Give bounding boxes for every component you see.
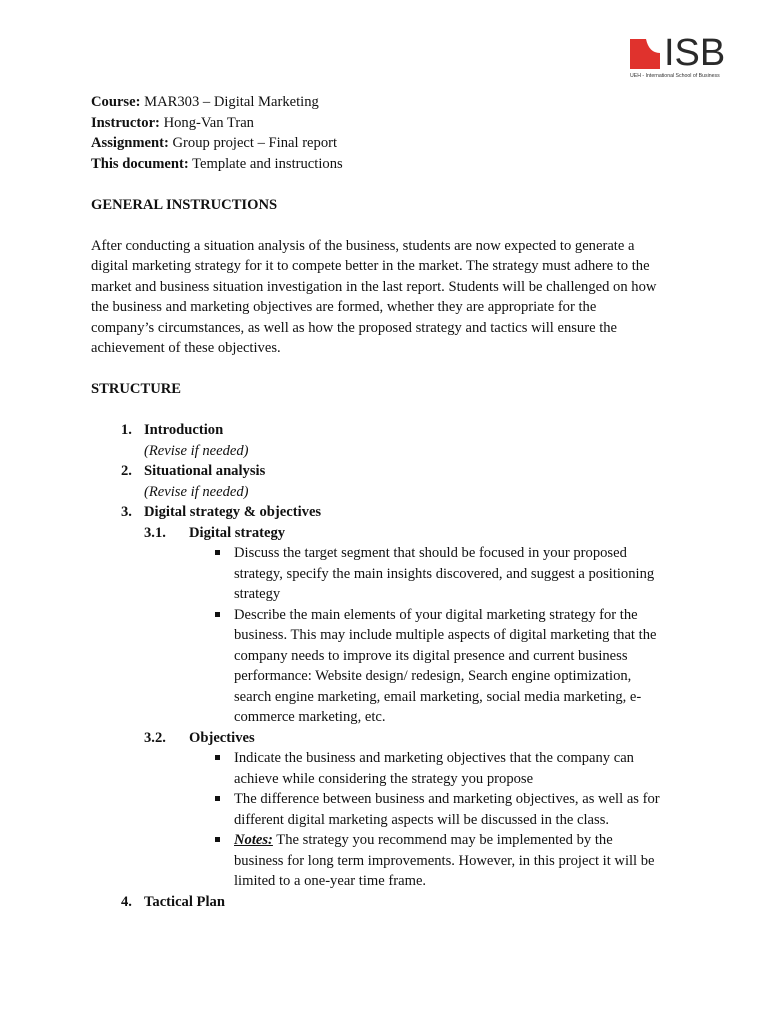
square-bullet-icon — [215, 550, 220, 555]
instructor-line: Instructor: Hong-Van Tran — [91, 114, 254, 131]
square-bullet-icon — [215, 755, 220, 760]
bullet-item: Describe the main elements of your digital marketing strategy for the business. This may include multiple aspects of digital marketing that the company needs to improve its digital presence and current business performance: Website design/ redesign, Search engine optimization, search engine marketing, email marketing, social media marketing, e- commerce marketing, etc. — [91, 605, 674, 728]
paragraph-line: achievement of these objectives. — [91, 340, 281, 356]
square-bullet-icon — [215, 612, 220, 617]
isb-logo — [630, 32, 730, 82]
section-introduction: 1. Introduction — [121, 422, 224, 438]
document-line: This document: Template and instructions — [91, 155, 343, 172]
logo-text: ISB — [664, 32, 726, 74]
structure-list — [91, 420, 691, 912]
paragraph-line: market and business situation investigation in the last report. Students will be challenged on how — [91, 278, 657, 295]
notes-bullet: Notes: The strategy you recommend may be implemented by the business for long term improvements. However, in this project it will be limited to a one-year time frame. — [91, 830, 674, 892]
section-digital-strategy-objectives: 3. Digital strategy & objectives — [121, 504, 322, 520]
bullet-item: Discuss the target segment that should be focused in your proposed strategy, specify the main insights discovered, and suggest a positioning strategy — [91, 543, 674, 605]
paragraph-line: digital marketing strategy for it to compete better in the market. The strategy must adhere to the — [91, 258, 650, 274]
structure-heading: STRUCTURE — [91, 381, 182, 397]
section-note: (Revise if needed) — [144, 483, 249, 500]
document-body — [91, 92, 691, 912]
bullet-item: The difference between business and marketing objectives, as well as for different digital marketing aspects will be discussed in the class. — [91, 789, 674, 830]
bullet-item: Indicate the business and marketing objectives that the company can achieve while considering the strategy you propose — [91, 748, 674, 789]
notes-label: Notes: — [234, 832, 273, 848]
paragraph-line: company’s circumstances, as well as how the proposed strategy and tactics will ensure the — [91, 319, 618, 336]
subsection-digital-strategy: 3.1. Digital strategy — [144, 524, 286, 541]
square-bullet-icon — [215, 796, 220, 801]
paragraph-line: the business and marketing objectives are formed, whether they are appropriate for the — [91, 299, 597, 315]
general-instructions-heading: GENERAL INSTRUCTIONS — [91, 196, 278, 213]
course-line: Course: MAR303 – Digital Marketing — [91, 94, 319, 110]
assignment-line: Assignment: Group project – Final report — [91, 135, 338, 151]
section-situational-analysis: 2. Situational analysis — [121, 463, 266, 479]
course-info — [91, 92, 691, 174]
paragraph-line: After conducting a situation analysis of the business, students are now expected to generate a — [91, 237, 635, 254]
isb-logo-mark-icon — [630, 39, 660, 69]
general-instructions-paragraph — [91, 236, 691, 359]
subsection-objectives: 3.2. Objectives — [144, 729, 255, 746]
square-bullet-icon — [215, 837, 220, 842]
section-tactical-plan: 4. Tactical Plan — [121, 893, 225, 910]
logo-subtitle: UEH - International School of Business — [630, 73, 720, 79]
section-note: (Revise if needed) — [144, 442, 249, 459]
